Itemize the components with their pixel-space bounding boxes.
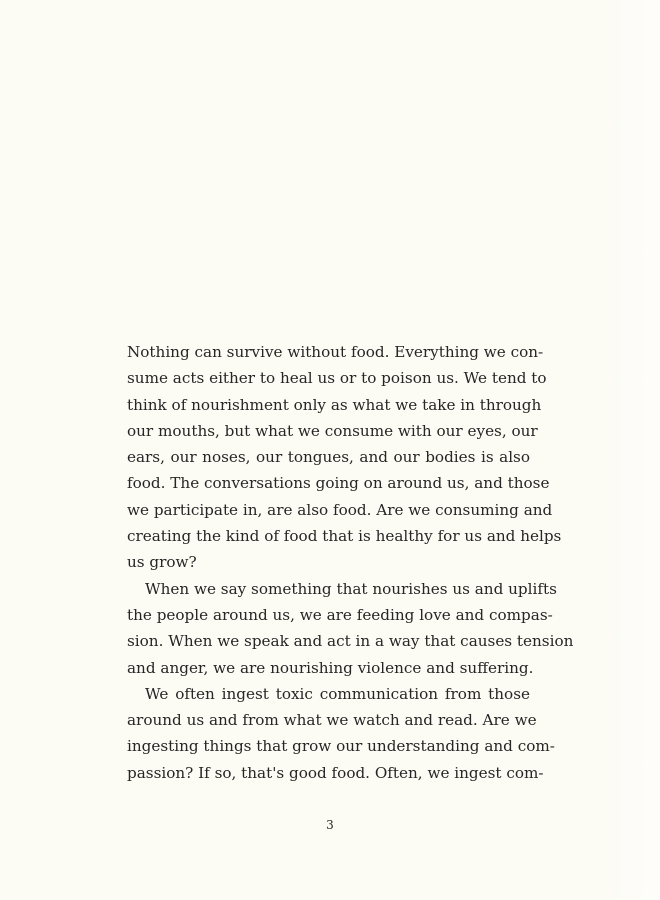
paragraph-1 bbox=[127, 339, 562, 576]
text-line: sion. When we speak and act in a way that causes tension bbox=[127, 632, 574, 651]
page-number: 3 bbox=[326, 818, 334, 832]
text-line: Nothing can survive without food. Everything we con- bbox=[127, 343, 544, 361]
text-line: we participate in, are also food. Are we consuming and bbox=[127, 500, 553, 519]
paragraph-3 bbox=[127, 681, 555, 786]
text-line: passion? If so, that's good food. Often, we ingest com- bbox=[127, 763, 544, 782]
text-line: us grow? bbox=[127, 553, 197, 572]
text-line: ingesting things that grow our understanding and com- bbox=[127, 737, 555, 756]
text-line: We often ingest toxic communication from those bbox=[145, 684, 530, 703]
page-edge-shadow bbox=[602, 0, 660, 900]
text-line: When we say something that nourishes us and uplifts bbox=[145, 579, 557, 598]
text-line: creating the kind of food that is healthy for us and helps bbox=[127, 527, 562, 546]
text-line: sume acts either to heal us or to poison us. We tend to bbox=[127, 369, 547, 388]
text-line: around us and from what we watch and read. Are we bbox=[127, 711, 537, 730]
paragraph-2 bbox=[127, 576, 574, 681]
text-line: food. The conversations going on around us, and those bbox=[127, 474, 550, 493]
text-line: our mouths, but what we consume with our eyes, our bbox=[127, 421, 538, 440]
body-text bbox=[127, 339, 574, 786]
text-line: think of nourishment only as what we take in through bbox=[127, 395, 542, 414]
text-line: the people around us, we are feeding love and compas- bbox=[127, 605, 553, 624]
text-line: and anger, we are nourishing violence and suffering. bbox=[127, 658, 534, 677]
text-line: ears, our noses, our tongues, and our bodies is also bbox=[127, 448, 530, 467]
